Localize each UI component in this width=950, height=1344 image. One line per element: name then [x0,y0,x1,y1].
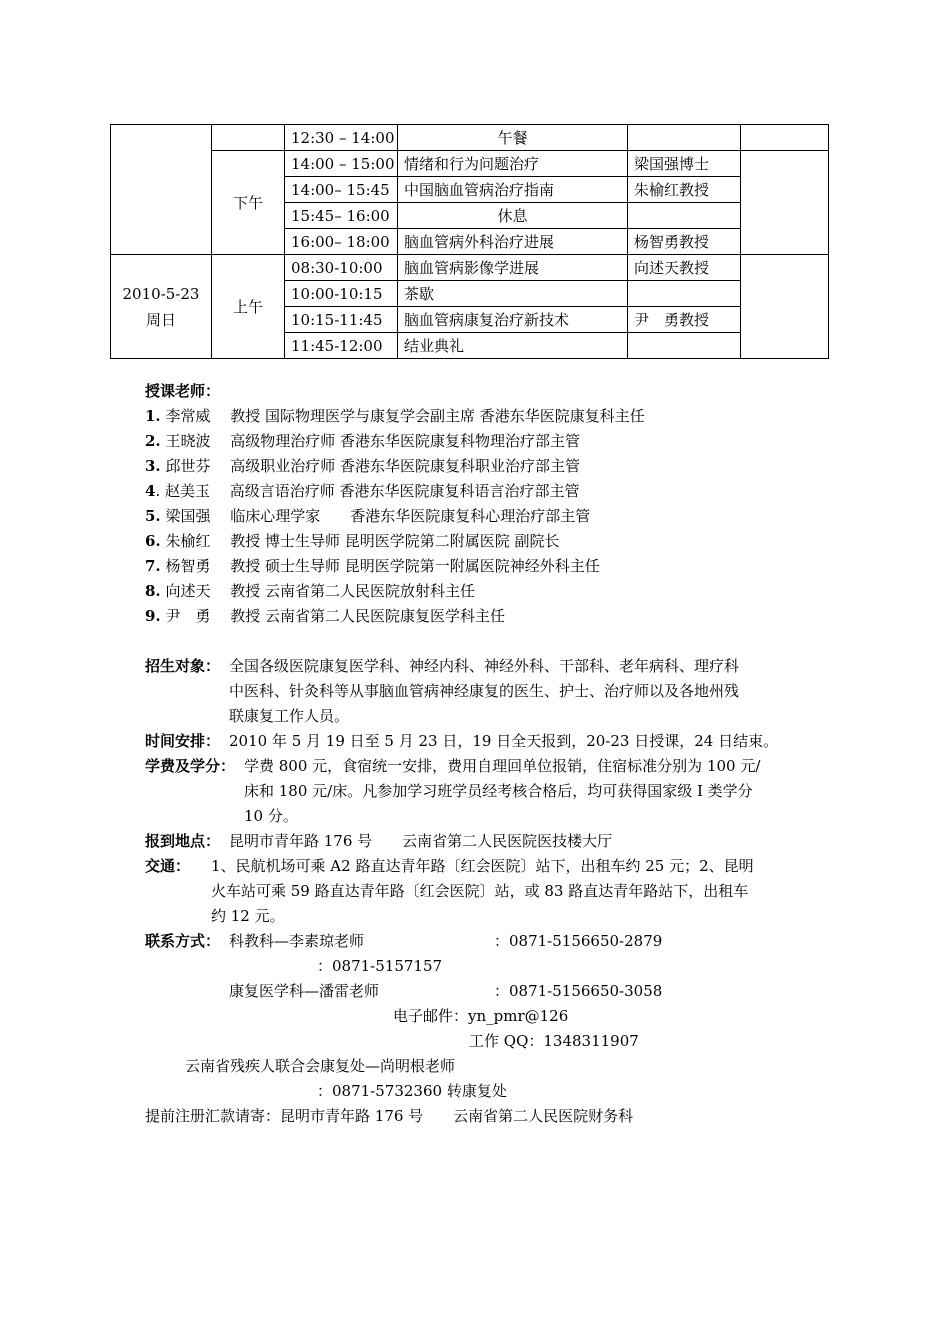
time-cell: 08:30-10:00 [285,255,398,281]
teacher-item [145,582,475,600]
teacher-text: 梁国强 临床心理学家 香港东华医院康复科心理治疗部主管 [160,507,591,525]
teacher-number: 3. [145,457,161,475]
contact1-name: 科教科—李素琼老师 [229,932,365,950]
teacher-text: 杨智勇 教授 硕士生导师 昆明医学院第一附属医院神经外科主任 [160,557,600,575]
enroll-line: 中医科、针灸科等从事脑血管病神经康复的医生、护士、治疗师以及各地州残 [229,682,740,700]
session-cell-empty [212,125,285,151]
teacher-number: 4 [145,482,156,500]
topic-cell: 午餐 [398,125,628,151]
contact1-phone1: ：0871-5156650-2879 [494,932,663,950]
speaker-cell: 朱榆红教授 [628,177,741,203]
topic-cell: 情绪和行为问题治疗 [398,151,628,177]
remit-text: 提前注册汇款请寄：昆明市青年路 176 号 云南省第二人民医院财务科 [145,1107,634,1125]
teacher-item [145,532,560,550]
speaker-cell [628,203,741,229]
time-cell: 12:30 – 14:00 [285,125,398,151]
session-cell-morning: 上午 [212,255,285,359]
teacher-item [145,432,580,450]
traffic-label: 交通： [145,857,191,875]
topic-cell: 脑血管病外科治疗进展 [398,229,628,255]
table-row [111,151,829,177]
teacher-number: 1. [145,407,161,425]
date-value: 2010-5-23 [122,284,200,303]
teacher-item [145,457,580,475]
report-label: 报到地点： [145,832,221,850]
topic-cell: 休息 [398,203,628,229]
teacher-item [145,607,505,625]
speaker-cell [628,333,741,359]
traffic-line: 火车站可乘 59 路直达青年路〔红会医院〕站，或 83 路直达青年路站下，出租车 [211,882,749,900]
topic-cell: 脑血管病康复治疗新技术 [398,307,628,333]
speaker-cell [628,281,741,307]
table-row [111,255,829,281]
teacher-text: . 赵美玉 高级言语治疗师 香港东华医院康复科语言治疗部主管 [155,482,580,500]
topic-cell: 中国脑血管病治疗指南 [398,177,628,203]
traffic-line: 1、民航机场可乘 A2 路直达青年路〔红会医院〕站下，出租车约 25 元；2、昆明 [211,857,754,875]
session-cell-afternoon: 下午 [212,151,285,255]
contact-email: 电子邮件：yn_pmr@126 [393,1007,569,1025]
time-cell: 10:15-11:45 [285,307,398,333]
teacher-item [145,482,580,500]
contact-label: 联系方式： [145,932,221,950]
contact1-phone2: ：0871-5157157 [317,957,443,975]
traffic-line: 约 12 元。 [211,907,285,925]
teacher-text: 朱榆红 教授 博士生导师 昆明医学院第二附属医院 副院长 [160,532,560,550]
date-cell [111,255,212,359]
speaker-cell: 梁国强博士 [628,151,741,177]
contact3-name: 云南省残疾人联合会康复处—尚明根老师 [185,1057,456,1075]
teacher-item [145,507,590,525]
time-label: 时间安排： [145,732,221,750]
date-cell-empty [111,125,212,255]
contact3-phone: ：0871-5732360 转康复处 [317,1082,507,1100]
fee-label: 学费及学分： [145,757,236,775]
teacher-number: 7. [145,557,161,575]
table-row [111,125,829,151]
speaker-cell: 尹 勇教授 [628,307,741,333]
fee-line: 学费 800 元，食宿统一安排，费用自理回单位报销，住宿标准分别为 100 元/ [244,757,761,775]
enroll-line: 全国各级医院康复医学科、神经内科、神经外科、干部科、老年病科、理疗科 [229,657,740,675]
topic-cell: 茶歇 [398,281,628,307]
enroll-line: 联康复工作人员。 [229,707,350,725]
teacher-number: 8. [145,582,161,600]
time-cell: 10:00-10:15 [285,281,398,307]
date-weekday: 周日 [145,310,176,329]
enroll-label: 招生对象： [145,657,221,675]
time-cell: 11:45-12:00 [285,333,398,359]
time-cell: 14:00 – 15:00 [285,151,398,177]
teacher-text: 向述天 教授 云南省第二人民医院放射科主任 [160,582,475,600]
teacher-item [145,407,645,425]
time-cell: 16:00– 18:00 [285,229,398,255]
time-cell: 14:00– 15:45 [285,177,398,203]
speaker-cell [628,125,741,151]
note-cell [741,255,829,359]
fee-line: 床和 180 元/床。凡参加学习班学员经考核合格后，均可获得国家级 I 类学分 [244,782,753,800]
contact2-phone: ：0871-5156650-3058 [494,982,663,1000]
note-cell [741,151,829,255]
fee-line: 10 分。 [244,807,298,825]
speaker-cell: 杨智勇教授 [628,229,741,255]
teacher-number: 2. [145,432,161,450]
teacher-number: 6. [145,532,161,550]
topic-cell: 结业典礼 [398,333,628,359]
teacher-text: 尹 勇 教授 云南省第二人民医院康复医学科主任 [160,607,505,625]
teachers-heading: 授课老师： [145,382,221,400]
time-text: 2010 年 5 月 19 日至 5 月 23 日，19 日全天报到，20-23 日授课，24 日结束。 [229,732,779,750]
contact2-name: 康复医学科—潘雷老师 [229,982,380,1000]
speaker-cell: 向述天教授 [628,255,741,281]
report-text: 昆明市青年路 176 号 云南省第二人民医院医技楼大厅 [229,832,613,850]
note-cell [741,125,829,151]
teacher-item [145,557,600,575]
teacher-number: 5. [145,507,161,525]
schedule-table [110,124,829,359]
time-cell: 15:45– 16:00 [285,203,398,229]
teacher-text: 邱世芬 高级职业治疗师 香港东华医院康复科职业治疗部主管 [160,457,580,475]
contact-qq: 工作 QQ：1348311907 [469,1032,639,1050]
teacher-text: 李常威 教授 国际物理医学与康复学会副主席 香港东华医院康复科主任 [160,407,645,425]
teacher-number: 9. [145,607,161,625]
topic-cell: 脑血管病影像学进展 [398,255,628,281]
teacher-text: 王晓波 高级物理治疗师 香港东华医院康复科物理治疗部主管 [160,432,580,450]
